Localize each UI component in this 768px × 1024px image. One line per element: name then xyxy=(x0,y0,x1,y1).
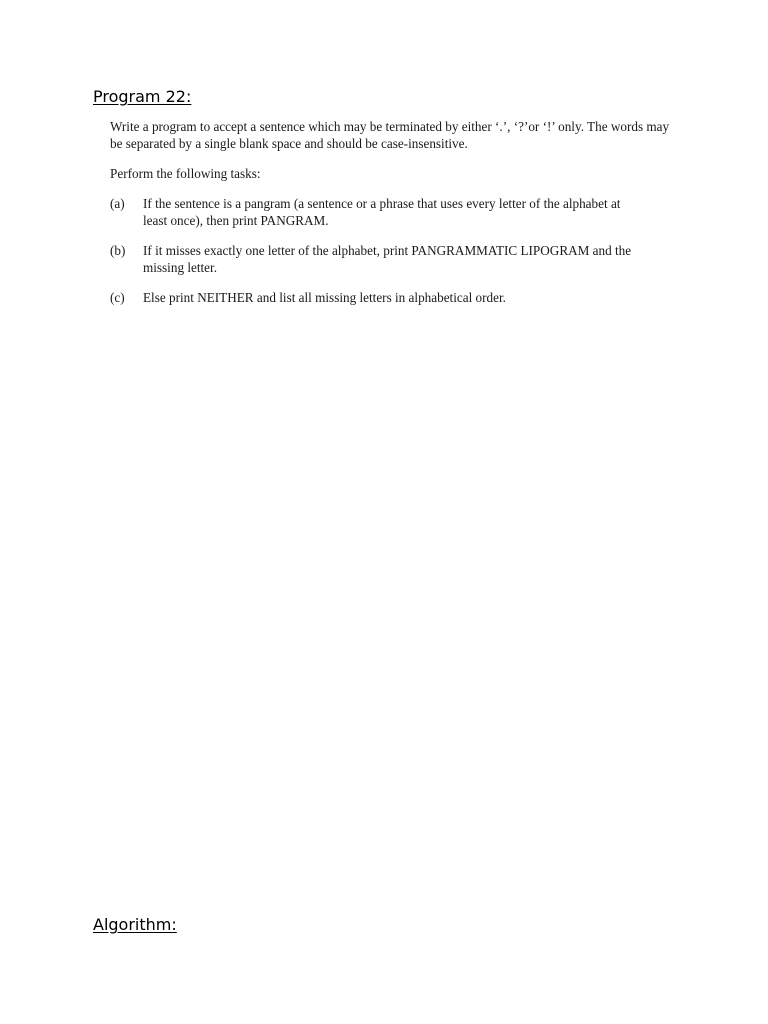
program-heading: Program 22: xyxy=(93,87,192,106)
task-text: Else print NEITHER and list all missing letters in alphabetical order. xyxy=(143,290,506,305)
question-intro: Write a program to accept a sentence which may be terminated by either ‘.’, ‘?’or ‘!’ only. The words may be separated by a single blank space and should be case-insensitive. xyxy=(110,119,670,151)
task-marker: (c) xyxy=(110,290,125,305)
task-item xyxy=(110,242,680,276)
task-text: If the sentence is a pangram (a sentence or a phrase that uses every letter of the alphabet at least once), then print PANGRAM. xyxy=(143,196,621,228)
task-item xyxy=(110,195,680,229)
task-marker: (a) xyxy=(110,196,125,211)
task-marker: (b) xyxy=(110,243,126,258)
task-text: If it misses exactly one letter of the alphabet, print PANGRAMMATIC LIPOGRAM and the missing letter. xyxy=(143,243,632,275)
tasks-lead: Perform the following tasks: xyxy=(110,166,261,181)
algorithm-heading: Algorithm: xyxy=(93,915,177,934)
question-excerpt xyxy=(110,118,680,319)
task-item xyxy=(110,289,680,306)
